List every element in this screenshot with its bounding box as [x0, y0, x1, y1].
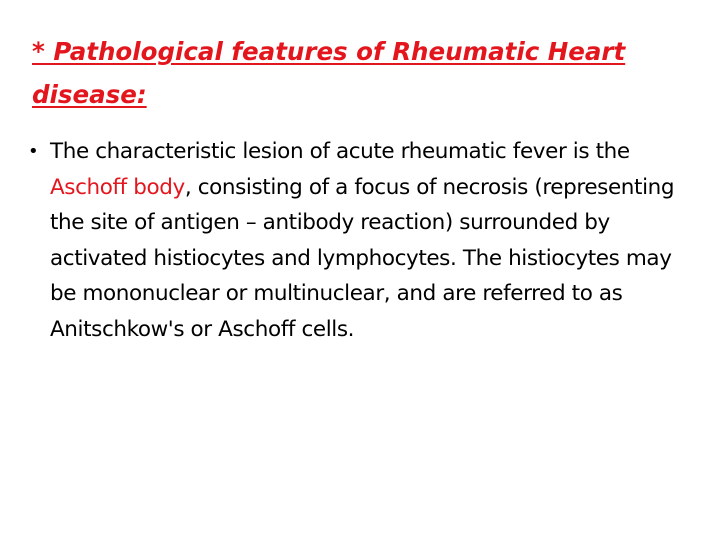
aschoff-body-highlight: Aschoff body — [50, 174, 185, 200]
bullet-item — [28, 134, 698, 348]
bullet-text-after: , consisting of a focus of necrosis (representing the site of antigen – antibody reaction) surrounded by activated histiocytes and lymphocytes. The histiocytes may be mononuclear or multinuclear, and are referred to as Anitschkow's or Aschoff cells. — [50, 174, 675, 342]
bullet-text-before: The characteristic lesion of acute rheumatic fever is the — [50, 139, 630, 164]
slide-title: * Pathological features of Rheumatic Heart disease: — [32, 37, 626, 109]
bullet-list — [28, 134, 698, 348]
bullet-marker: • — [28, 141, 39, 162]
